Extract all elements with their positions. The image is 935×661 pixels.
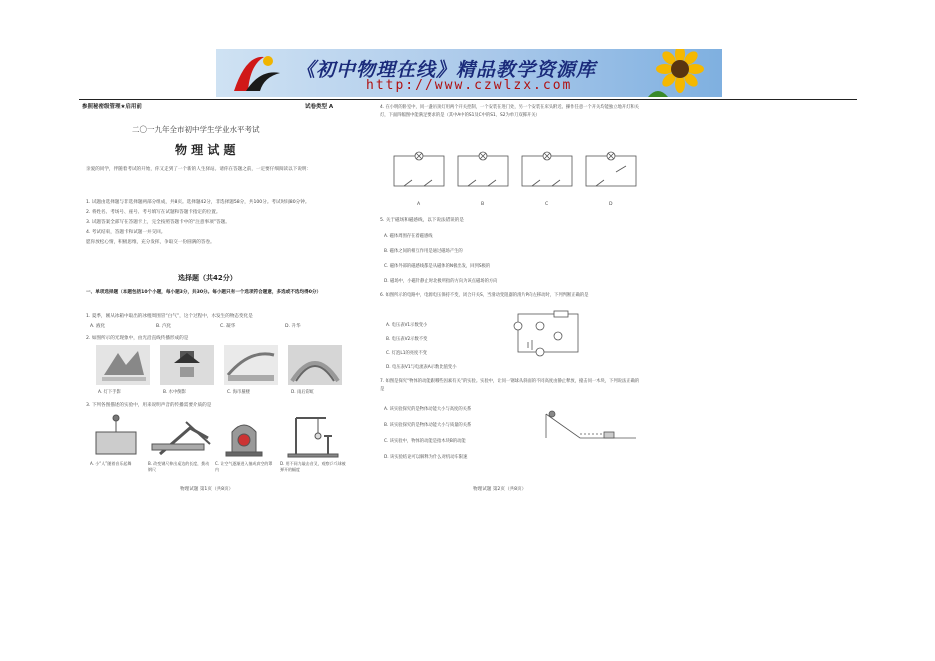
q7-option-d: D. 该实验结论可以解释为什么对机动车限速 — [384, 455, 468, 460]
sunflower-icon — [628, 49, 718, 97]
divider-line — [79, 99, 857, 100]
circuit-b — [458, 152, 508, 186]
q6-option-a: A. 电压表V1示数变小 — [386, 323, 428, 328]
exam-title: 二〇一九年全市初中学生学业水平考试 — [132, 125, 260, 134]
q6-option-d: D. 电压表V1与电流表A示数比值变小 — [386, 365, 457, 370]
q2-caption-d: D. 雨后彩虹 — [291, 390, 315, 395]
instruction-item: 2. 将姓名、考场号、座号、考号填写在试题和答题卡指定的位置。 — [86, 210, 221, 215]
q3-caption-d: D. 用不同力敲击音叉，观察乒乓球被弹开的幅度 — [280, 461, 346, 472]
q2-photo-a — [96, 345, 150, 385]
circuit-a — [394, 152, 444, 186]
q4-circuits — [390, 150, 650, 208]
banner-title: 《初中物理在线》精品教学资源库 — [296, 59, 597, 81]
section-note: 一、单项选择题（本题包括10个小题，每小题3分，共30分。每小题只有一个选项符合题意，多选或不选均得0分） — [86, 290, 322, 295]
q4-label-a: A — [417, 202, 421, 207]
q4-label-c: C — [545, 202, 549, 207]
q1-option-d: D. 升华 — [285, 324, 301, 329]
question-1: 1. 夏季，刚从冰箱中取出的冰棍周围冒“白气”，这个过程中，水发生的物态变化是 — [86, 314, 253, 319]
q7-option-c: C. 该实验中，物体的动能是指木块B的动能 — [384, 439, 466, 444]
section-title: 选择题（共42分） — [178, 274, 237, 282]
q7-option-a: A. 该实验探究的是物体动能大小与高度的关系 — [384, 407, 472, 412]
q3-figure-d — [288, 418, 338, 457]
q5-option-b: B. 磁体之间的相互作用是通过磁场产生的 — [384, 249, 463, 254]
q4-label-b: B — [481, 202, 485, 207]
q2-caption-b: B. 水中倒影 — [163, 390, 186, 395]
subject-title: 物 理 试 题 — [175, 143, 236, 157]
page2-footer: 物理试题 第2页（共8页） — [473, 487, 527, 492]
instruction-item: 1. 试题由选择题与非选择题两部分组成，共8页。选择题42分，非选择题58分，共100分。考试时间80分钟。 — [86, 200, 310, 205]
q6-circuit — [508, 306, 588, 362]
instruction-item: 4. 考试结束，答题卡和试题一并交回。 — [86, 230, 166, 235]
instruction-item: 愿你放松心情，积极思维，充分发挥，争取交一份圆满的答卷。 — [86, 240, 215, 245]
q2-caption-c: C. 海市蜃楼 — [227, 390, 250, 395]
question-5: 5. 关于磁场和磁感线，以下说法错误的是 — [380, 218, 464, 223]
q3-caption-c: C. 让空气逐渐进入抽成真空的罩内 — [215, 461, 273, 472]
q6-option-c: C. 灯泡L1的亮度不变 — [386, 351, 427, 356]
q2-caption-a: A. 灯下手影 — [98, 390, 121, 395]
banner — [216, 49, 722, 97]
question-2: 2. 如图所示的光现象中，由光沿直线传播形成的是 — [86, 336, 189, 341]
banner-url[interactable]: http://www.czwlzx.com — [366, 78, 573, 93]
q7-option-b: B. 该实验探究的是物体动能大小与质量的关系 — [384, 423, 472, 428]
q3-caption-b: B. 改变钢尺伸出桌边的长度，拨动钢尺 — [148, 461, 210, 472]
q1-option-b: B. 汽化 — [156, 324, 172, 329]
q4-label-d: D — [609, 202, 613, 207]
q1-option-a: A. 液化 — [90, 324, 106, 329]
q3-figure-b — [152, 422, 210, 454]
q5-option-d: D. 磁场中，小磁针静止时北极所指的方向为该点磁场的方向 — [384, 279, 498, 284]
page1-footer: 物理试题 第1页（共8页） — [180, 487, 234, 492]
q3-caption-a: A. 小“人”随着音乐起舞 — [90, 461, 132, 466]
question-7: 7. 如图是探究“物体的动能跟哪些因素有关”的实验。实验中，让同一钢球从斜面的不同高度由静止释放，撞击同一木块，下列说法正确的是 — [380, 379, 640, 392]
site-logo-icon — [224, 51, 288, 95]
q3-figures — [90, 414, 346, 460]
confidential-label: 参照秘密级管理★启用前 — [82, 104, 142, 110]
q6-option-b: B. 电压表V2示数不变 — [386, 337, 428, 342]
paper-type: 试卷类型 A — [305, 104, 334, 110]
q5-option-a: A. 磁体周围存在着磁感线 — [384, 234, 433, 239]
circuit-c — [522, 152, 572, 186]
greeting: 亲爱的同学，伴随着考试的开始，你又走到了一个新的人生驿站。请你在答题之前，一定要仔细阅读以下说明： — [86, 167, 312, 172]
q2-photo-d — [288, 345, 342, 385]
q1-option-c: C. 凝华 — [220, 324, 236, 329]
question-3: 3. 下列各图描述的实验中，用来说明声音的传播需要介质的是 — [86, 403, 212, 408]
q2-photo-b — [160, 345, 214, 385]
q2-photo-c — [224, 345, 278, 385]
circuit-d — [586, 152, 636, 186]
q3-figure-a — [96, 415, 136, 454]
q3-figure-c — [226, 425, 262, 456]
instructions — [86, 199, 348, 247]
q7-incline-figure — [540, 404, 640, 444]
question-4: 4. 在小明的卧室中，同一盏吊顶灯用两个开关控制，一个安装在进门处，另一个安装在床头附近。操作任意一个开关均能独立地开灯和关灯，下面四幅图中能满足要求的是（其中A中的S1及C中的S1、S2为单刀双掷开关） — [380, 105, 639, 118]
question-6: 6. 如图所示的电路中，电源电压保持不变，闭合开关S，当滑动变阻器的滑片P向左移动时，下列判断正确的是 — [380, 293, 589, 298]
instruction-item: 3. 试题答案全部写在答题卡上，完全按照答题卡中的“注意事项”答题。 — [86, 220, 230, 225]
q5-option-c: C. 磁体外部的磁感线都是从磁体的N极出发，回到S极的 — [384, 264, 491, 269]
